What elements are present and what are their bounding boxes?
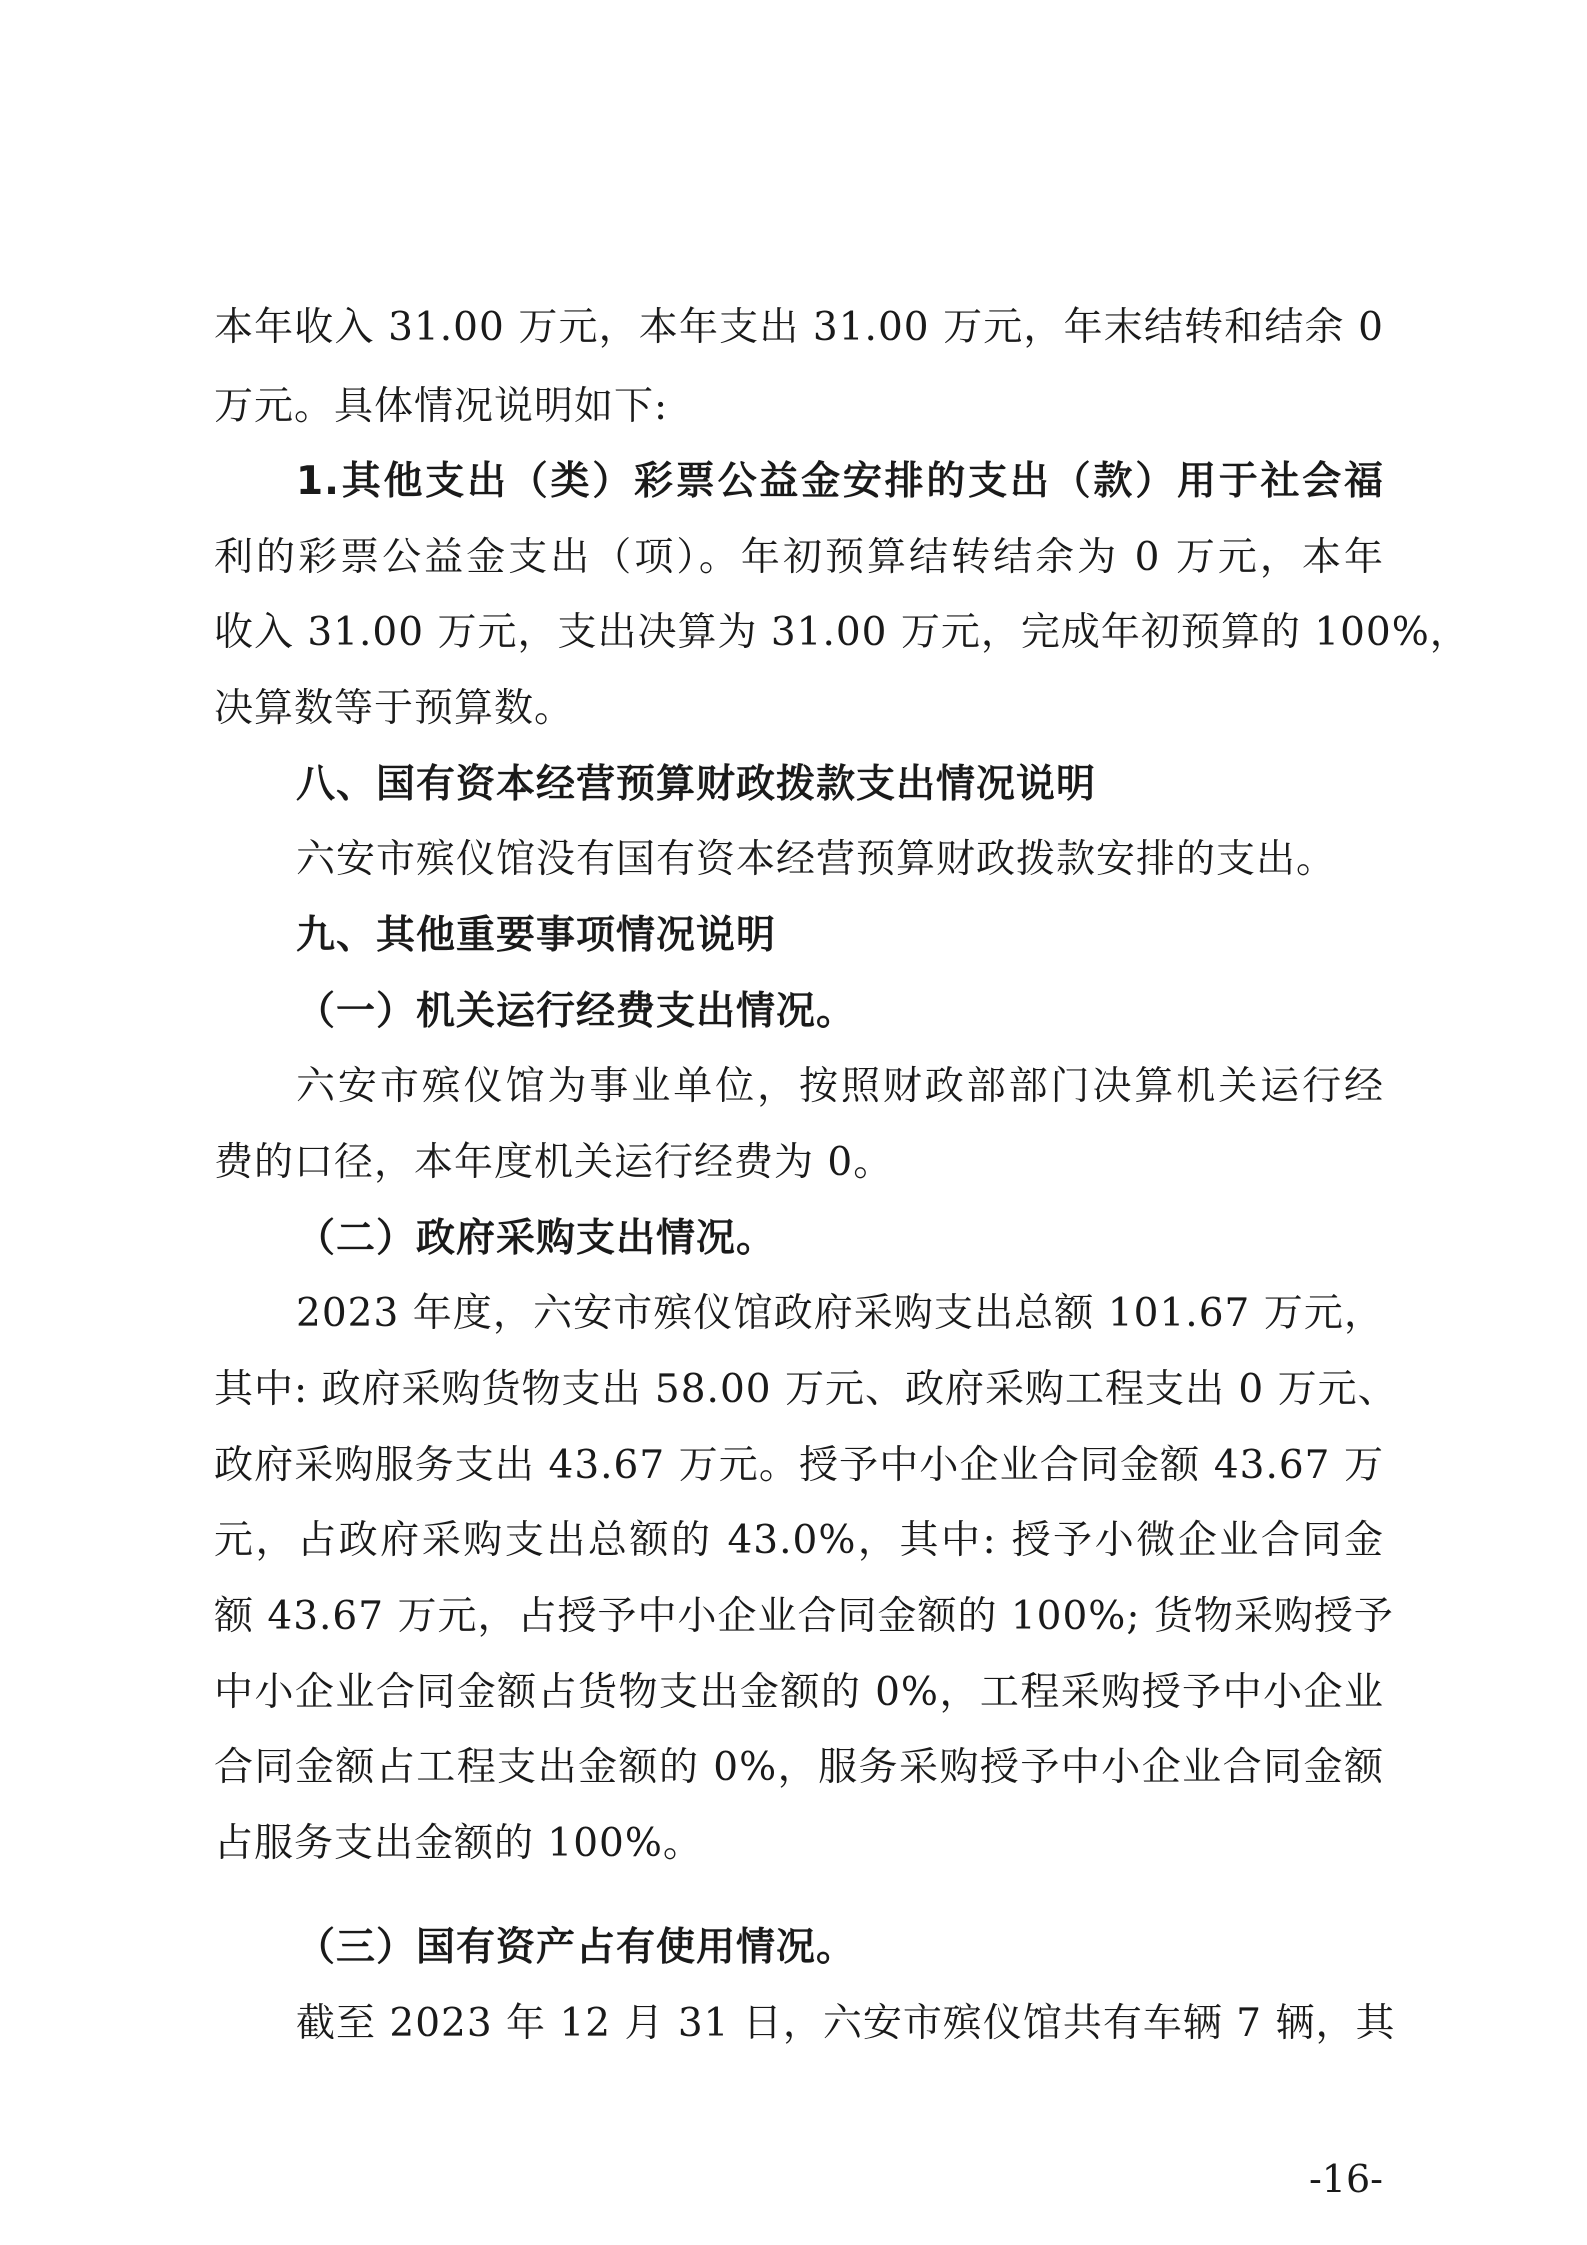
page-number: -16- — [1308, 2157, 1383, 2201]
subsection-heading-2: （二）政府采购支出情况。 — [296, 1216, 777, 1261]
paragraph-line: 六安市殡仪馆没有国有资本经营预算财政拨款安排的支出。 — [296, 837, 1337, 882]
paragraph-line: 本年收入 31.00 万元，本年支出 31.00 万元，年末结转和结余 0 — [214, 305, 1384, 350]
paragraph-line: 其中: 政府采购货物支出 58.00 万元、政府采购工程支出 0 万元、 — [214, 1367, 1398, 1412]
paragraph-line: 政府采购服务支出 43.67 万元。授予中小企业合同金额 43.67 万 — [214, 1443, 1384, 1488]
paragraph-line: 六安市殡仪馆为事业单位，按照财政部部门决算机关运行经 — [296, 1064, 1384, 1109]
paragraph-line: 占服务支出金额的 100%。 — [214, 1821, 703, 1866]
paragraph-line: 费的口径，本年度机关运行经费为 0。 — [214, 1140, 894, 1185]
paragraph-line: 元，占政府采购支出总额的 43.0%，其中: 授予小微企业合同金 — [214, 1518, 1384, 1563]
paragraph-line: 中小企业合同金额占货物支出金额的 0%，工程采购授予中小企业 — [214, 1670, 1384, 1715]
subsection-heading-3: （三）国有资产占有使用情况。 — [296, 1925, 857, 1970]
section-heading-9: 九、其他重要事项情况说明 — [296, 913, 777, 958]
section-heading-8: 八、国有资本经营预算财政拨款支出情况说明 — [296, 762, 1097, 807]
paragraph-line: 万元。具体情况说明如下: — [214, 384, 669, 429]
paragraph-line: 2023 年度，六安市殡仪馆政府采购支出总额 101.67 万元， — [296, 1291, 1384, 1336]
paragraph-line: 收入 31.00 万元，支出决算为 31.00 万元，完成年初预算的 100%， — [214, 610, 1470, 655]
item-heading-lottery: 1.其他支出（类）彩票公益金安排的支出（款）用于社会福 — [296, 459, 1384, 504]
paragraph-line: 额 43.67 万元，占授予中小企业合同金额的 100%; 货物采购授予 — [214, 1594, 1394, 1639]
paragraph-line: 决算数等于预算数。 — [214, 686, 575, 731]
subsection-heading-1: （一）机关运行经费支出情况。 — [296, 989, 857, 1034]
paragraph-line: 利的彩票公益金支出（项）。年初预算结转结余为 0 万元，本年 — [214, 535, 1384, 580]
paragraph-line: 合同金额占工程支出金额的 0%，服务采购授予中小企业合同金额 — [214, 1745, 1384, 1790]
paragraph-line: 截至 2023 年 12 月 31 日，六安市殡仪馆共有车辆 7 辆，其 — [296, 2001, 1396, 2046]
